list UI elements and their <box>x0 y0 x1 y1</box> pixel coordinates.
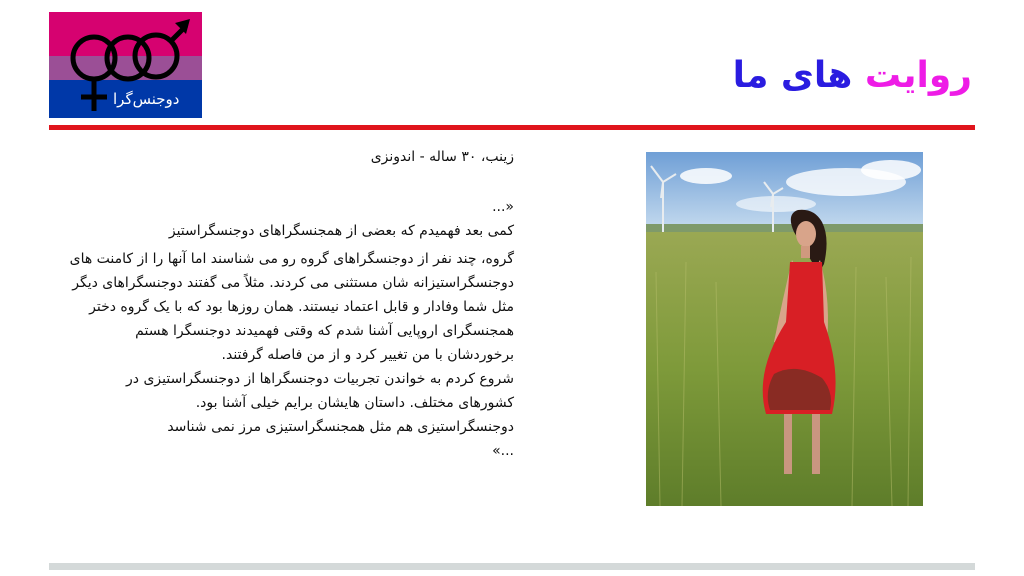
page-title <box>733 52 972 100</box>
title-divider <box>49 125 975 130</box>
bisexual-logo <box>49 12 202 118</box>
footer-divider <box>49 563 975 570</box>
story-heading: زینب، ۳۰ ساله - اندونزی <box>370 149 514 165</box>
story-paragraph-2: شروع کردم به خواندن تجربیات دوجنسگراها از دوجنسگراستیزی در کشورهای مختلف. داستان هایشان برایم خیلی آشنا بود. <box>126 371 514 411</box>
portrait-photo <box>646 152 923 506</box>
story-line-1: کمی بعد فهمیدم که بعضی از همجنسگراهای دوجنسگراستیز <box>168 223 514 239</box>
close-quote: ...» <box>492 443 514 459</box>
title-part-1: روایت <box>864 55 972 96</box>
story-paragraph-3: دوجنسگراستیزی هم مثل همجنسگراستیزی مرز نمی شناسد <box>167 419 514 435</box>
logo-text: دوجنس‌گرا <box>113 90 180 108</box>
story-paragraph-1: گروه، چند نفر از دوجنسگراهای گروه رو می شناسند اما آنها را از کامنت های دوجنسگراستیزانه شان مستثنی می کردند. مثلاً می گفتند دوجنسگراهای دیگر مثل شما وفادار و قابل اعتماد نیستند. همان روزها بود که با یک گروه دختر همجنسگرای اروپایی آشنا شدم که وقتی فهمیدند دوجنسگرا هستم برخوردشان با من تغییر کرد و از من فاصله گرفتند. <box>69 251 514 363</box>
title-part-2: های ما <box>732 55 853 96</box>
open-quote: «... <box>492 199 514 215</box>
story-text <box>66 145 514 463</box>
